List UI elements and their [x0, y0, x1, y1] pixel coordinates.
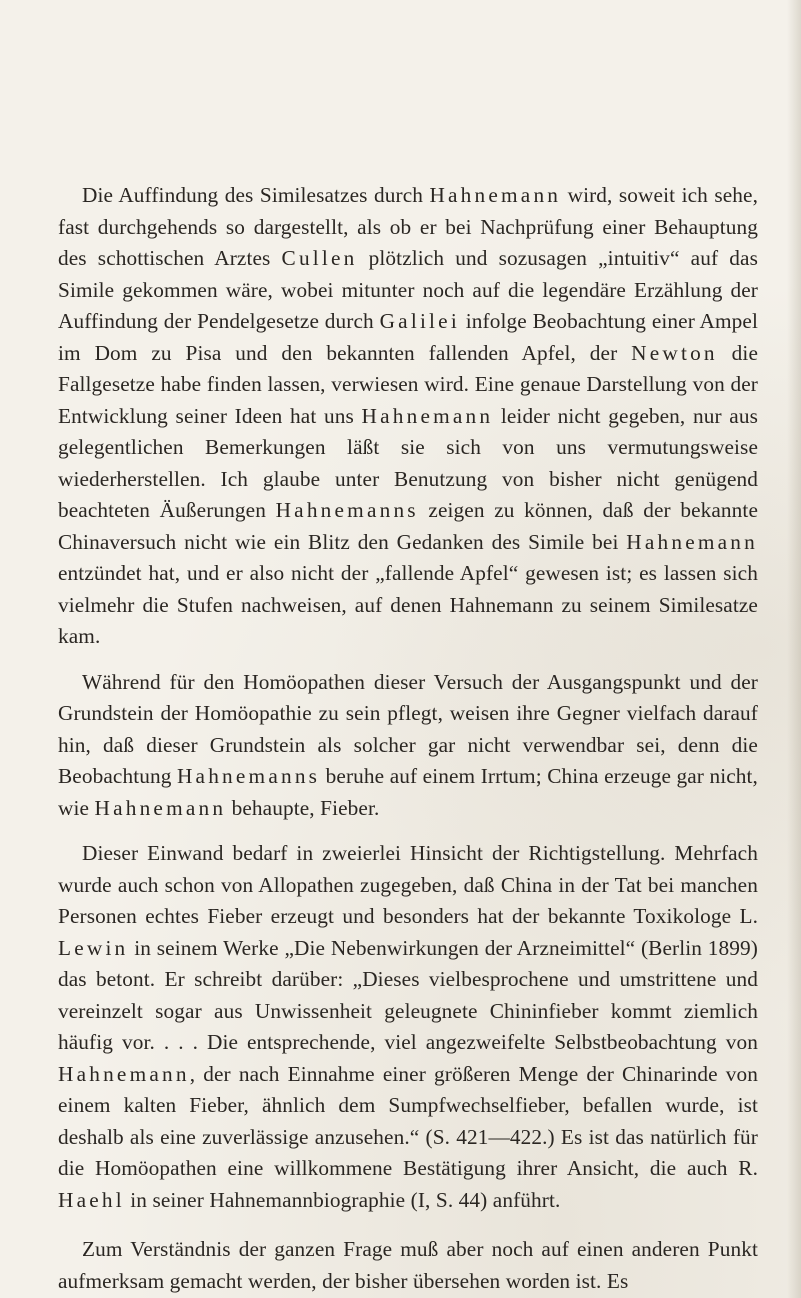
spaced-name: Lewin [58, 935, 129, 960]
spaced-name: Hahnemanns [275, 498, 419, 522]
spaced-name: Hahnemann [626, 529, 758, 554]
page-edge-shadow [787, 0, 801, 1298]
paragraph [58, 838, 758, 1216]
text-run: die Fallgesetze habe finden lassen, verwiesen wird. Eine genaue Darstellung von der Entwicklung seiner Ideen hat uns [58, 340, 758, 428]
spaced-name: Galilei [379, 309, 460, 333]
text-run: beruhe auf einem Irrtum; China erzeuge gar nicht, wie [58, 764, 758, 820]
paragraph [58, 180, 758, 653]
text-run: plötzlich und sozusagen „intuitiv“ auf das Simile gekommen wäre, wobei mitunter noch auf die legendäre Erzählung der Auffindung der Pendelgesetze durch [58, 246, 758, 333]
spaced-name: Hahnemann [429, 183, 562, 207]
spaced-name: Hahnemann [58, 1061, 190, 1086]
text-run: Zum Verständnis der ganzen Frage muß aber noch auf einen anderen Punkt aufmerksam gemacht werden, der bisher übersehen worden ist. Es [58, 1237, 758, 1293]
text-run: wird, soweit ich sehe, fast durchgehends so dargestellt, als ob er bei Nachprüfung einer Behauptung des schottischen Arztes [58, 183, 758, 270]
spaced-name: Hahnemann [361, 403, 494, 428]
body-text [58, 180, 758, 1297]
spaced-name: Newton [631, 340, 718, 365]
text-run: infolge Beobachtung einer Ampel im Dom zu Pisa und den bekannten fallenden Apfel, der [58, 309, 758, 365]
spaced-name: Hahnemanns [176, 764, 321, 788]
text-run: entzündet hat, und er also nicht der „fallende Apfel“ gewesen ist; es lassen sich vielmehr die Stufen nachweisen, auf denen Hahnemann zu seinem Similesatze kam. [58, 561, 758, 648]
text-run: in seiner Hahnemannbiographie (I, S. 44) anführt. [124, 1187, 561, 1212]
spaced-name: Cullen [281, 246, 358, 270]
paragraph [58, 667, 758, 825]
text-run: behaupte, Fieber. [226, 795, 380, 820]
text-run: Dieser Einwand bedarf in zweierlei Hinsicht der Richtigstellung. Mehrfach wurde auch schon von Allopathen zugegeben, daß China in der Tat bei manchen Personen echtes Fieber erzeugt und besonders hat der bekannte Toxikologe L. [58, 841, 758, 928]
text-run: leider nicht gegeben, nur aus gelegentlichen Bemerkungen läßt sie sich von uns vermutungsweise wiederherstellen. Ich glaube unter Benutzung von bisher nicht genügend beachteten Äußerungen [58, 403, 758, 522]
text-run: Die Auffindung des Similesatzes durch [82, 183, 430, 207]
text-run: Während für den Homöopathen dieser Versuch der Ausgangspunkt und der Grundstein der Homöopathie zu sein pflegt, weisen ihre Gegner vielfach darauf hin, daß dieser Grundstein als solcher gar nicht verwendbar sei, denn die Beobachtung [58, 669, 758, 788]
spaced-name: Haehl [58, 1187, 125, 1212]
spaced-name: Hahnemann [94, 795, 227, 820]
text-run: in seinem Werke „Die Nebenwirkungen der Arzneimittel“ (Berlin 1899) das betont. Er schreibt darüber: „Dieses vielbesprochene und umstrittene und vereinzelt sogar aus Unwissenheit geleugnete Chininfieber kommt ziemlich häufig vor. . . . Die entsprechende, viel angezweifelte Selbstbeobachtung von [58, 935, 758, 1054]
text-run: , der nach Einnahme einer größeren Menge der Chinarinde von einem kalten Fieber, ähnlich dem Sumpfwechselfieber, befallen wurde, ist deshalb als eine zuverlässige anzusehen.“ (S. 421—422.) Es ist das natürlich für die Homöopathen eine willkommene Bestätigung ihrer Ansicht, die auch R. [58, 1061, 758, 1180]
paragraph [58, 1234, 758, 1297]
text-run: zeigen zu können, daß der bekannte Chinaversuch nicht wie ein Blitz den Gedanken des Simile bei [58, 498, 758, 554]
